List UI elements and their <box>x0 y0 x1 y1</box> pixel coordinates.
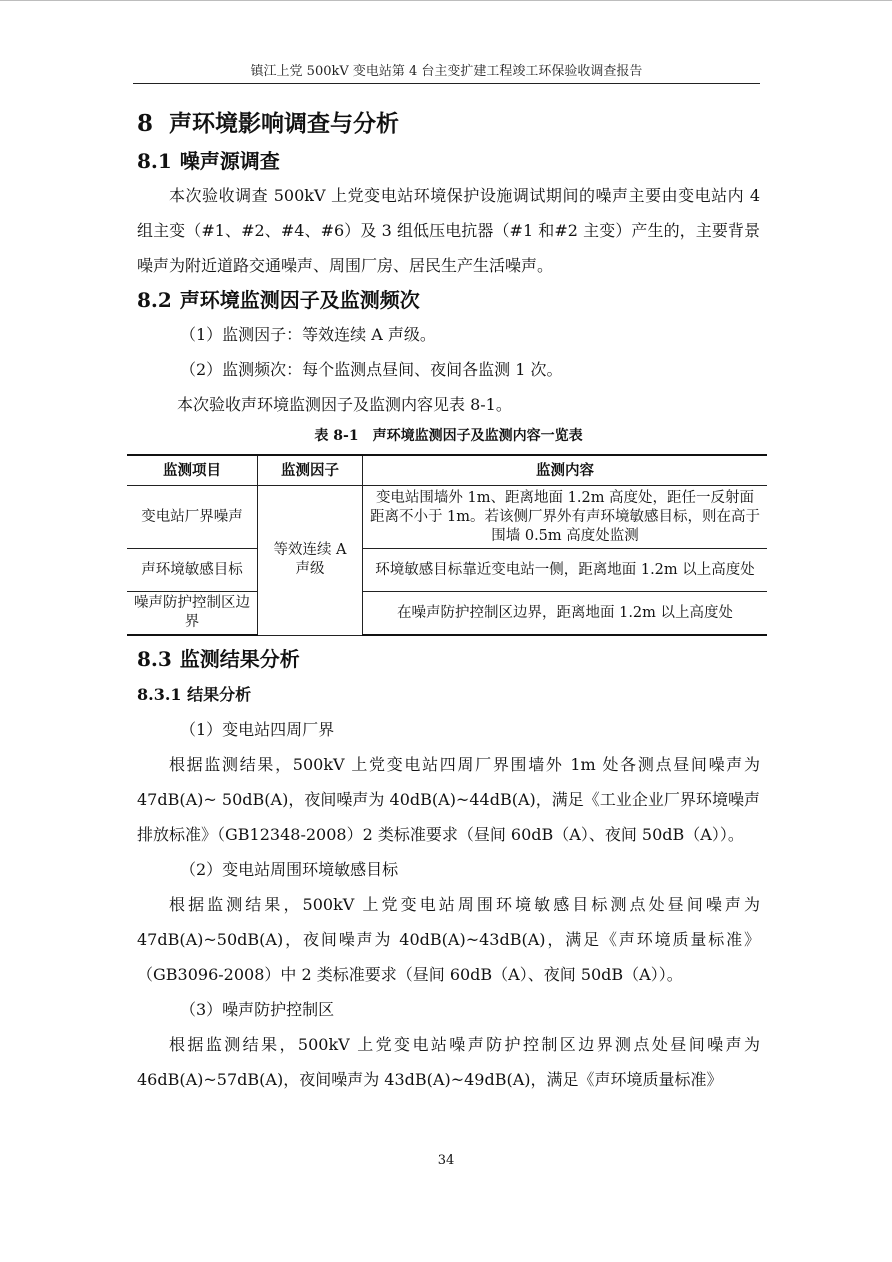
table-row <box>127 592 767 636</box>
section-heading-8-3 <box>137 642 760 676</box>
table-row <box>127 549 767 592</box>
section-number: 8.1 <box>137 149 172 173</box>
page-top-edge <box>0 0 892 1</box>
table-header-cell: 监测因子 <box>258 455 363 486</box>
table-cell-content: 环境敏感目标靠近变电站一侧，距离地面 1.2m 以上高度处 <box>363 549 768 592</box>
table-header-cell: 监测项目 <box>127 455 258 486</box>
table-caption: 表 8-1 声环境监测因子及监测内容一览表 <box>314 428 583 444</box>
monitoring-factor-item: （1）监测因子：等效连续 A 声级。 <box>180 325 436 344</box>
table-header-row <box>127 455 767 486</box>
table-cell-content: 在噪声防护控制区边界，距离地面 1.2m 以上高度处 <box>363 592 768 636</box>
result-text-control-zone: 根据监测结果，500kV 上党变电站噪声防护控制区边界测点处昼间噪声为 46dB(A)~57dB(A)，夜间噪声为 43dB(A)~49dB(A)，满足《声环境质量标准》 <box>137 1035 760 1089</box>
section-title: 监测结果分析 <box>179 647 300 671</box>
running-header: 镇江上党 500kV 变电站第 4 台主变扩建工程竣工环保验收调查报告 <box>250 64 643 79</box>
table-row <box>127 486 767 549</box>
section-number: 8.2 <box>137 288 172 312</box>
table-cell-item: 噪声防护控制区边界 <box>127 592 258 636</box>
monitoring-table <box>127 454 767 636</box>
subsection-heading: 8.3.1 结果分析 <box>137 685 252 704</box>
section-number: 8.3 <box>137 647 172 671</box>
result-heading-sensitive-targets: （2）变电站周围环境敏感目标 <box>180 860 399 879</box>
section-title: 噪声源调查 <box>179 149 280 173</box>
table-cell-item: 变电站厂界噪声 <box>127 486 258 549</box>
result-text-boundary: 根据监测结果，500kV 上党变电站四周厂界围墙外 1m 处各测点昼间噪声为 47dB(A)~ 50dB(A)，夜间噪声为 40dB(A)~44dB(A)，满足《工业企业厂界环境噪声排放标准》（GB12348-2008）2 类标准要求（昼间 60dB（A）、夜间 50dB（A））。 <box>137 755 760 844</box>
noise-source-paragraph: 本次验收调查 500kV 上党变电站环境保护设施调试期间的噪声主要由变电站内 4 组主变（#1、#2、#4、#6）及 3 组低压电抗器（#1 和#2 主变）产生的，主要背景噪声为附近道路交通噪声、周围厂房、居民生产生活噪声。 <box>137 186 760 275</box>
table-reference-note: 本次验收声环境监测因子及监测内容见表 8-1。 <box>177 395 512 414</box>
monitoring-frequency-item: （2）监测频次：每个监测点昼间、夜间各监测 1 次。 <box>180 360 563 379</box>
result-heading-control-zone: （3）噪声防护控制区 <box>180 1000 335 1019</box>
section-title: 声环境监测因子及监测频次 <box>179 288 420 312</box>
section-heading-8-2 <box>137 283 760 317</box>
header-rule <box>133 83 760 84</box>
section-heading-8-1 <box>137 144 760 178</box>
chapter-number: 8 <box>137 110 154 137</box>
chapter-heading <box>137 104 760 144</box>
result-heading-boundary: （1）变电站四周厂界 <box>180 720 335 739</box>
result-text-sensitive-targets: 根据监测结果，500kV 上党变电站周围环境敏感目标测点处昼间噪声为 47dB(A)~50dB(A)，夜间噪声为 40dB(A)~43dB(A)，满足《声环境质量标准》（GB3096-2008）中 2 类标准要求（昼间 60dB（A）、夜间 50dB（A））。 <box>137 895 760 984</box>
table-cell-item: 声环境敏感目标 <box>127 549 258 592</box>
table-cell-factor: 等效连续 A 声级 <box>258 486 363 636</box>
page-number: 34 <box>437 1153 455 1168</box>
table-cell-content: 变电站围墙外 1m、距离地面 1.2m 高度处，距任一反射面距离不小于 1m。若该侧厂界外有声环境敏感目标，则在高于围墙 0.5m 高度处监测 <box>363 486 768 549</box>
document-body <box>134 104 761 1097</box>
chapter-title: 声环境影响调查与分析 <box>169 110 400 137</box>
table-header-cell: 监测内容 <box>363 455 768 486</box>
